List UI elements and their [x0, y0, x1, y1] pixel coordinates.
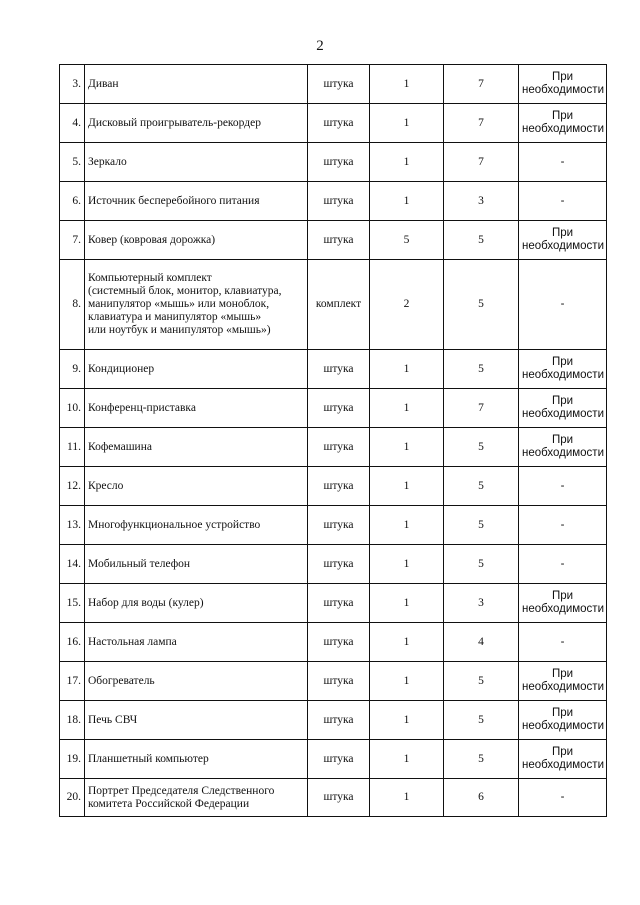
table-row: [60, 779, 607, 817]
service-term: 5: [444, 260, 519, 350]
unit-of-measure: штука: [308, 389, 370, 428]
note-line: необходимости: [522, 240, 604, 252]
note-line: необходимости: [522, 603, 604, 615]
row-number: 14.: [60, 545, 85, 584]
note: [519, 65, 607, 104]
service-term: 7: [444, 389, 519, 428]
item-name-line: комитета Российской Федерации: [88, 797, 250, 810]
note-line: При: [551, 707, 574, 719]
table-row: [60, 221, 607, 260]
note: [519, 143, 607, 182]
service-term: 5: [444, 350, 519, 389]
service-term: 6: [444, 779, 519, 817]
row-number: 15.: [60, 584, 85, 623]
item-name: [85, 662, 308, 701]
item-name: [85, 428, 308, 467]
unit-of-measure: штука: [308, 662, 370, 701]
table-row: [60, 662, 607, 701]
item-name: [85, 506, 308, 545]
quantity: 1: [370, 584, 444, 623]
note: [519, 740, 607, 779]
quantity: 5: [370, 221, 444, 260]
table-row: [60, 389, 607, 428]
row-number: 8.: [60, 260, 85, 350]
item-name-line: Настольная лампа: [88, 635, 177, 648]
item-name: [85, 143, 308, 182]
item-name: [85, 221, 308, 260]
table-row: [60, 182, 607, 221]
item-name: [85, 104, 308, 143]
note-line: -: [560, 557, 565, 570]
row-number: 7.: [60, 221, 85, 260]
item-name-line: Набор для воды (кулер): [88, 596, 204, 609]
service-term: 5: [444, 428, 519, 467]
item-name-line: Компьютерный комплект: [88, 272, 212, 284]
item-name-line: Конференц-приставка: [88, 401, 196, 414]
table-row: [60, 104, 607, 143]
service-term: 5: [444, 467, 519, 506]
row-number: 16.: [60, 623, 85, 662]
note-line: -: [560, 635, 565, 648]
note-line: необходимости: [522, 408, 604, 420]
item-name-line: Источник бесперебойного питания: [88, 194, 260, 207]
unit-of-measure: штука: [308, 182, 370, 221]
table-row: [60, 740, 607, 779]
item-name-line: Многофункциональное устройство: [88, 518, 261, 531]
table-row: [60, 350, 607, 389]
item-name-line: Портрет Председателя Следственного: [88, 784, 275, 797]
item-name-line: Ковер (ковровая дорожка): [88, 233, 216, 246]
unit-of-measure: штука: [308, 65, 370, 104]
row-number: 9.: [60, 350, 85, 389]
table-row: [60, 584, 607, 623]
note-line: необходимости: [522, 720, 604, 732]
quantity: 1: [370, 467, 444, 506]
item-name: [85, 740, 308, 779]
note-line: -: [560, 155, 565, 168]
item-name-line: Обогреватель: [88, 674, 155, 687]
note-line: При: [551, 746, 574, 758]
item-name: [85, 779, 308, 817]
quantity: 2: [370, 260, 444, 350]
note-line: При: [551, 668, 574, 680]
item-name: [85, 701, 308, 740]
item-name-line: Диван: [88, 77, 119, 90]
note-line: необходимости: [522, 759, 604, 771]
item-name-line: Планшетный компьютер: [88, 752, 209, 765]
note-line: При: [551, 356, 574, 368]
note-line: -: [560, 791, 565, 803]
item-name: [85, 260, 308, 350]
table-row: [60, 506, 607, 545]
table-row: [60, 65, 607, 104]
quantity: 1: [370, 740, 444, 779]
note: [519, 623, 607, 662]
table-row: [60, 467, 607, 506]
note-line: -: [560, 518, 565, 531]
unit-of-measure: штука: [308, 545, 370, 584]
item-name-line: Печь СВЧ: [88, 713, 138, 726]
note: [519, 389, 607, 428]
item-name-line: манипулятор «мышь» или моноблок,: [88, 298, 270, 310]
note: [519, 221, 607, 260]
note-line: необходимости: [522, 369, 604, 381]
table-row: [60, 545, 607, 584]
note-line: необходимости: [522, 123, 604, 135]
note: [519, 428, 607, 467]
unit-of-measure: штука: [308, 506, 370, 545]
item-name: [85, 350, 308, 389]
service-term: 5: [444, 506, 519, 545]
unit-of-measure: штука: [308, 779, 370, 817]
row-number: 13.: [60, 506, 85, 545]
row-number: 10.: [60, 389, 85, 428]
note-line: -: [560, 194, 565, 207]
note: [519, 104, 607, 143]
note-line: При: [551, 227, 574, 239]
table-row: [60, 143, 607, 182]
unit-of-measure: штука: [308, 350, 370, 389]
note-line: необходимости: [522, 447, 604, 459]
note-line: -: [560, 479, 565, 492]
row-number: 12.: [60, 467, 85, 506]
note: [519, 662, 607, 701]
service-term: 5: [444, 701, 519, 740]
quantity: 1: [370, 662, 444, 701]
quantity: 1: [370, 779, 444, 817]
quantity: 1: [370, 389, 444, 428]
table-row: [60, 623, 607, 662]
page-number: 2: [316, 38, 324, 54]
unit-of-measure: штука: [308, 143, 370, 182]
item-name-line: Кондиционер: [88, 362, 155, 375]
service-term: 3: [444, 584, 519, 623]
item-name-line: (системный блок, монитор, клавиатура,: [88, 285, 282, 297]
service-term: 7: [444, 143, 519, 182]
note: [519, 701, 607, 740]
note: [519, 182, 607, 221]
quantity: 1: [370, 506, 444, 545]
note: [519, 260, 607, 350]
unit-of-measure: штука: [308, 221, 370, 260]
note-line: необходимости: [522, 681, 604, 693]
item-name-line: или ноутбук и манипулятор «мышь»): [88, 324, 271, 336]
service-term: 3: [444, 182, 519, 221]
row-number: 17.: [60, 662, 85, 701]
equipment-table: [59, 64, 607, 817]
note: [519, 584, 607, 623]
unit-of-measure: штука: [308, 104, 370, 143]
item-name-line: Кресло: [88, 479, 124, 492]
table-body: [60, 65, 607, 817]
unit-of-measure: штука: [308, 467, 370, 506]
unit-of-measure: штука: [308, 428, 370, 467]
quantity: 1: [370, 545, 444, 584]
service-term: 4: [444, 623, 519, 662]
note: [519, 350, 607, 389]
service-term: 5: [444, 221, 519, 260]
note-line: -: [560, 298, 565, 310]
unit-of-measure: штука: [308, 740, 370, 779]
unit-of-measure: штука: [308, 584, 370, 623]
row-number: 19.: [60, 740, 85, 779]
item-name-line: клавиатура и манипулятор «мышь»: [88, 311, 262, 323]
quantity: 1: [370, 182, 444, 221]
row-number: 18.: [60, 701, 85, 740]
service-term: 5: [444, 662, 519, 701]
table-row: [60, 428, 607, 467]
item-name: [85, 389, 308, 428]
table-row: [60, 701, 607, 740]
note-line: необходимости: [522, 84, 604, 96]
row-number: 3.: [60, 65, 85, 104]
unit-of-measure: штука: [308, 701, 370, 740]
service-term: 7: [444, 104, 519, 143]
note-line: При: [551, 71, 574, 83]
quantity: 1: [370, 701, 444, 740]
quantity: 1: [370, 65, 444, 104]
service-term: 5: [444, 545, 519, 584]
note: [519, 506, 607, 545]
item-name: [85, 545, 308, 584]
item-name: [85, 182, 308, 221]
note-line: При: [551, 590, 574, 602]
note-line: При: [551, 434, 574, 446]
note-line: При: [551, 395, 574, 407]
row-number: 6.: [60, 182, 85, 221]
quantity: 1: [370, 428, 444, 467]
note: [519, 545, 607, 584]
item-name: [85, 65, 308, 104]
row-number: 20.: [60, 779, 85, 817]
quantity: 1: [370, 350, 444, 389]
item-name-line: Мобильный телефон: [88, 557, 191, 570]
row-number: 5.: [60, 143, 85, 182]
quantity: 1: [370, 104, 444, 143]
quantity: 1: [370, 143, 444, 182]
item-name-line: Кофемашина: [88, 440, 152, 453]
note-line: При: [551, 110, 574, 122]
item-name-line: Зеркало: [88, 155, 127, 168]
item-name: [85, 584, 308, 623]
unit-of-measure: штука: [308, 623, 370, 662]
service-term: 7: [444, 65, 519, 104]
quantity: 1: [370, 623, 444, 662]
service-term: 5: [444, 740, 519, 779]
row-number: 4.: [60, 104, 85, 143]
unit-of-measure: комплект: [308, 260, 370, 350]
note: [519, 779, 607, 817]
note: [519, 467, 607, 506]
item-name-line: Дисковый проигрыватель-рекордер: [88, 116, 261, 129]
item-name: [85, 623, 308, 662]
table-row: [60, 260, 607, 350]
row-number: 11.: [60, 428, 85, 467]
item-name: [85, 467, 308, 506]
